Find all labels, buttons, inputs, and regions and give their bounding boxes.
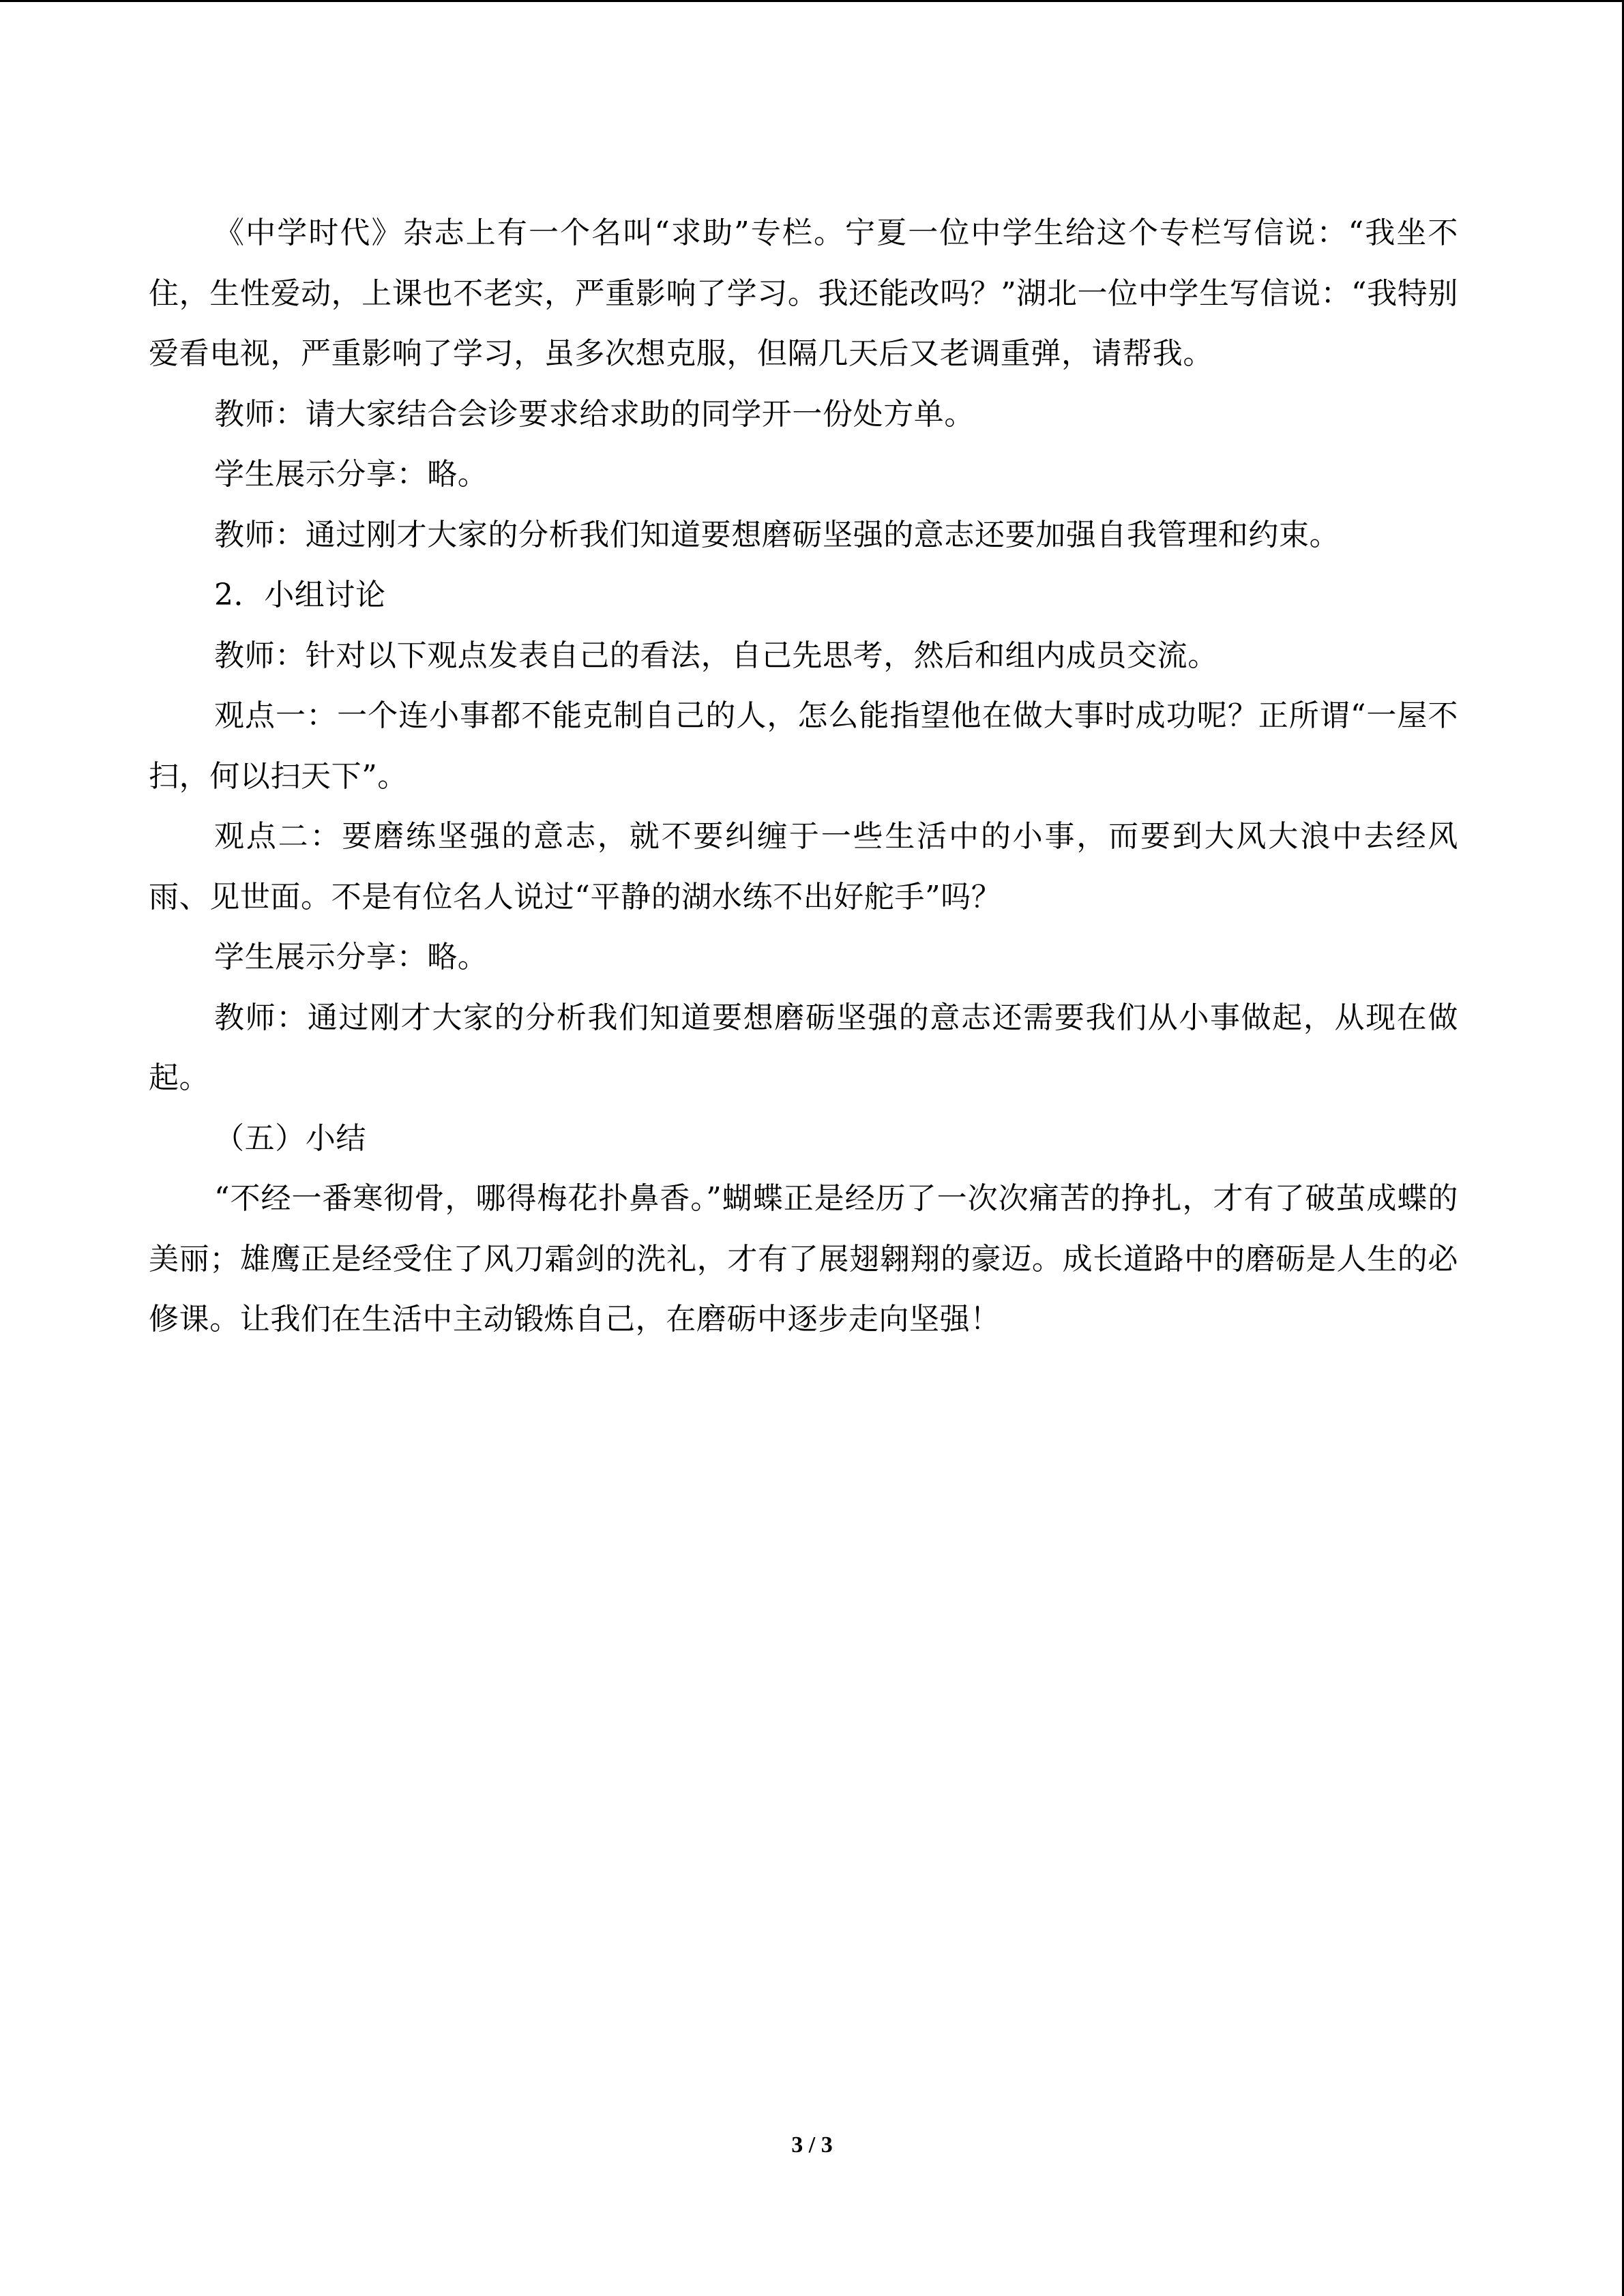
document-body [149,203,1458,1350]
paragraph-student-share-2: 学生展示分享：略。 [214,940,488,974]
page-number: 3 / 3 [791,2132,833,2158]
paragraph-viewpoint-one: 观点一：一个连小事都不能克制自己的人，怎么能指望他在做大事时成功呢？正所谓“一屋不扫，何以扫天下”。 [149,698,1458,794]
paragraph-summary: “不经一番寒彻骨，哪得梅花扑鼻香。”蝴蝶正是经历了一次次痛苦的挣扎，才有了破茧成蝶的美丽；雄鹰正是经受住了风刀霜剑的洗礼，才有了展翅翱翔的豪迈。成长道路中的磨砺是人生的必修课。让我们在生活中主动锻炼自己，在磨砺中逐步走向坚强！ [149,1181,1458,1337]
section-heading-group-discussion: 2．小组讨论 [214,578,386,612]
section-heading-summary: （五）小结 [214,1120,366,1156]
paragraph-viewpoint-two: 观点二：要磨练坚强的意志，就不要纠缠于一些生活中的小事，而要到大风大浪中去经风雨、见世面。不是有位名人说过“平静的湖水练不出好舵手”吗？ [149,819,1458,914]
paragraph-teacher-instructions: 教师：针对以下观点发表自己的看法，自己先思考，然后和组内成员交流。 [214,638,1218,673]
paragraph-teacher-start-small: 教师：通过刚才大家的分析我们知道要想磨砺坚强的意志还需要我们从小事做起，从现在做起。 [149,1000,1458,1095]
paragraph-teacher-prescription: 教师：请大家结合会诊要求给求助的同学开一份处方单。 [214,396,975,432]
paragraph-help-column: 《中学时代》杂志上有一个名叫“求助”专栏。宁夏一位中学生给这个专栏写信说：“我坐不住，生性爱动，上课也不老实，严重影响了学习。我还能改吗？”湖北一位中学生写信说：“我特别爱看电视，严重影响了学习，虽多次想克服，但隔几天后又老调重弹，请帮我。 [149,215,1458,371]
paragraph-student-share-1: 学生展示分享：略。 [214,457,488,492]
paragraph-teacher-self-management: 教师：通过刚才大家的分析我们知道要想磨砺坚强的意志还要加强自我管理和约束。 [214,517,1340,552]
